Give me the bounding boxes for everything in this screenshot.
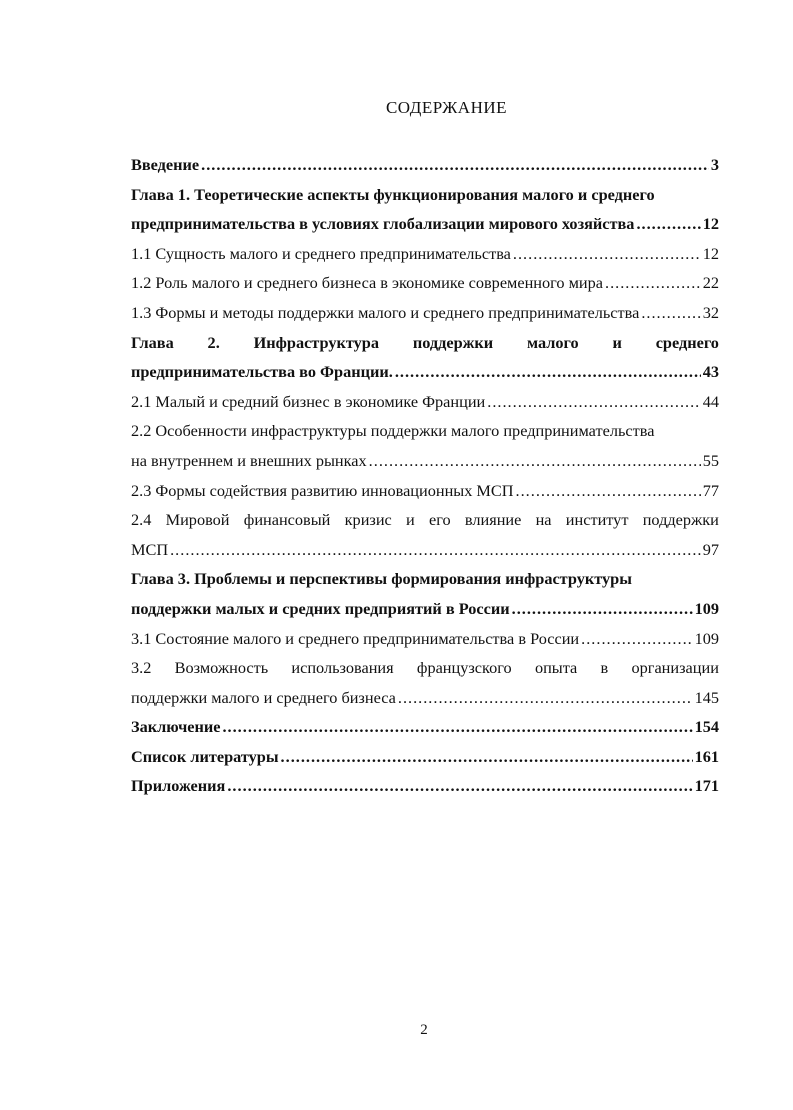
toc-page-number: 161 [694, 746, 719, 766]
toc-word: кризис [344, 510, 392, 530]
dot-leader [512, 594, 693, 624]
toc-entry-chapter-2-line-2[interactable] [131, 357, 719, 387]
toc-entry-text: предпринимательства во Франции. [131, 362, 393, 382]
toc-entry-section-2-4-line-1[interactable] [131, 505, 719, 535]
toc-entry-intro[interactable] [131, 150, 719, 180]
dot-leader [281, 742, 693, 772]
toc-word: влияние [464, 510, 522, 530]
toc-page-number: 43 [702, 362, 719, 382]
dot-leader [513, 239, 701, 269]
toc-page-number: 12 [702, 214, 719, 234]
toc-page-number: 109 [694, 598, 719, 618]
toc-entry-section-3-2-line-2[interactable] [131, 683, 719, 713]
toc-word: поддержки [412, 332, 494, 352]
toc-entry-chapter-1-line-1[interactable] [131, 180, 719, 210]
toc-word: Глава [131, 332, 174, 352]
toc-entry-text: 2.2 Особенности инфраструктуры поддержки малого предпринимательства [131, 421, 655, 441]
toc-page-number: 44 [702, 391, 719, 411]
toc-page-number: 145 [694, 687, 719, 707]
toc-entry-section-2-4-line-2[interactable] [131, 535, 719, 565]
toc-word: Инфраструктура [253, 332, 379, 352]
dot-leader [516, 476, 701, 506]
toc-entry-text: поддержки малого и среднего бизнеса [131, 687, 396, 707]
toc-entry-text: Глава 3. Проблемы и перспективы формирования инфраструктуры [131, 569, 632, 589]
toc-entry-text: Список литературы [131, 746, 279, 766]
dot-leader [369, 446, 701, 476]
toc-entry-section-2-2-line-2[interactable] [131, 446, 719, 476]
toc-word: на [535, 510, 552, 530]
toc-entry-text: Заключение [131, 717, 221, 737]
toc-page-number: 22 [702, 273, 719, 293]
toc-page-number: 171 [694, 776, 719, 796]
toc-page-number: 12 [702, 243, 719, 263]
toc-entry-conclusion[interactable] [131, 712, 719, 742]
toc-page-number: 97 [702, 539, 719, 559]
dot-leader [222, 712, 692, 742]
dot-leader [398, 683, 693, 713]
toc-word: институт [565, 510, 629, 530]
toc-word: французского [416, 658, 512, 678]
toc-word: среднего [655, 332, 719, 352]
toc-page-number: 109 [694, 628, 719, 648]
dot-leader [201, 150, 709, 180]
toc-word: 2. [207, 332, 220, 352]
toc-entry-section-1-3[interactable] [131, 298, 719, 328]
toc-entry-section-2-2-line-1[interactable] [131, 416, 719, 446]
toc-entry-chapter-2-line-1[interactable] [131, 328, 719, 358]
toc-entry-text: Приложения [131, 776, 226, 796]
page-number: 2 [420, 1022, 428, 1038]
toc-word: поддержки [642, 510, 719, 530]
toc-word: финансовый [243, 510, 331, 530]
toc-entry-section-1-1[interactable] [131, 239, 719, 269]
toc-entry-text: 1.1 Сущность малого и среднего предпринимательства [131, 243, 511, 263]
toc-entry-text: 1.2 Роль малого и среднего бизнеса в экономике современного мира [131, 273, 604, 293]
toc-entry-text: Введение [131, 155, 200, 174]
toc-entry-section-3-1[interactable] [131, 624, 719, 654]
toc-page-number: 77 [702, 480, 719, 500]
dot-leader [641, 298, 700, 328]
toc-word: в [600, 658, 609, 678]
toc-page-number: 55 [702, 450, 719, 470]
toc-entry-text: 1.3 Формы и методы поддержки малого и среднего предпринимательства [131, 302, 640, 322]
toc-entry-section-1-2[interactable] [131, 268, 719, 298]
toc-entry-references[interactable] [131, 742, 719, 772]
toc-word: малого [527, 332, 579, 352]
table-of-contents [131, 150, 719, 801]
toc-entry-chapter-3-line-1[interactable] [131, 564, 719, 594]
toc-entry-appendices[interactable] [131, 771, 719, 801]
dot-leader [170, 535, 701, 565]
toc-entry-chapter-1-line-2[interactable] [131, 209, 719, 239]
toc-entry-text: поддержки малых и средних предприятий в России [131, 598, 510, 618]
dot-leader [227, 771, 692, 801]
dot-leader [487, 387, 700, 417]
dot-leader [636, 209, 700, 239]
toc-word: и [612, 332, 622, 352]
toc-entry-text: 2.3 Формы содействия развитию инновационных МСП [131, 480, 514, 500]
toc-entry-text: 2.1 Малый и средний бизнес в экономике Франции [131, 391, 486, 411]
toc-word: Возможность [174, 658, 269, 678]
toc-entry-chapter-3-line-2[interactable] [131, 594, 719, 624]
toc-word: его [429, 510, 451, 530]
toc-entry-text: МСП [131, 539, 169, 559]
toc-word: опыта [534, 658, 578, 678]
toc-word: и [406, 510, 415, 530]
toc-page-number: 3 [710, 155, 719, 174]
toc-entry-text: на внутреннем и внешних рынках [131, 450, 367, 470]
toc-entry-text: 3.1 Состояние малого и среднего предпринимательства в России [131, 628, 580, 648]
toc-entry-section-2-1[interactable] [131, 387, 719, 417]
toc-word: 2.4 [131, 510, 152, 530]
toc-page-number: 32 [702, 302, 719, 322]
toc-entry-section-3-2-line-1[interactable] [131, 653, 719, 683]
dot-leader [605, 268, 701, 298]
dot-leader [581, 624, 692, 654]
toc-entry-text: Глава 1. Теоретические аспекты функционирования малого и среднего [131, 184, 655, 204]
toc-page-number: 154 [694, 717, 719, 737]
toc-entry-text: предпринимательства в условиях глобализации мирового хозяйства [131, 214, 635, 234]
toc-word: 3.2 [131, 658, 152, 678]
toc-word: использования [291, 658, 394, 678]
dot-leader [395, 357, 701, 387]
toc-word: организации [631, 658, 719, 678]
toc-word: Мировой [165, 510, 230, 530]
toc-entry-section-2-3[interactable] [131, 476, 719, 506]
page-title: СОДЕРЖАНИЕ [385, 98, 508, 117]
